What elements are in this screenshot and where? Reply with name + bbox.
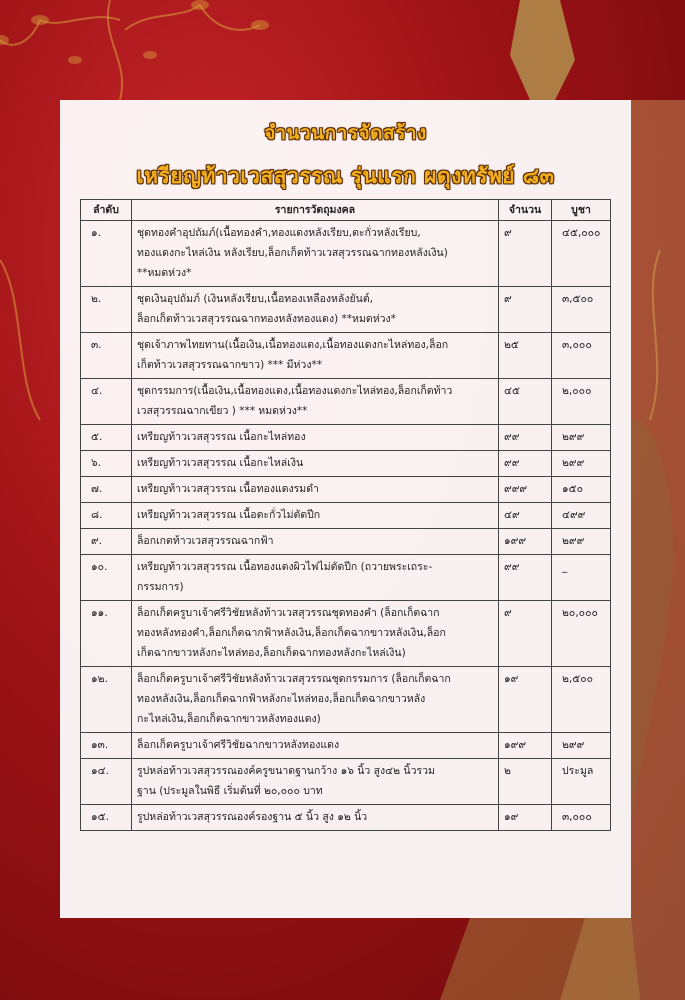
row-number: ๙. (81, 529, 132, 555)
row-number: ๑๔. (81, 759, 132, 805)
row-price: ประมูล (552, 759, 611, 805)
table-row (81, 529, 611, 555)
item-line: ล็อกเก็ตครูบาเจ้าศรีวิชัยหลังท้าวเวสสุวรรณชุดทองคำ (ล็อกเก็ตฉาก (137, 607, 440, 619)
item-line: เหรียญท้าวเวสสุวรรณ เนื้อทองแดงผิวไฟไม่ตัดปีก (ถวายพระเถระ- (137, 561, 433, 573)
table-body (81, 221, 611, 831)
item-line: เก็ตท้าวเวสสุวรรณฉากขาว) *** มีห่วง** (137, 359, 322, 371)
item-line: **หมดห่วง* (137, 267, 192, 279)
item-line: ชุดเจ้าภาพไทยทาน(เนื้อเงิน,เนื้อทองแดง,เนื้อทองแดงกะไหล่ทอง,ล็อก (137, 339, 449, 351)
row-price: ๓,๐๐๐ (552, 805, 611, 831)
item-line: รูปหล่อท้าวเวสสุวรรณองค์รองฐาน ๕ นิ้ว สูง ๑๒ นิ้ว (137, 811, 368, 823)
row-price: ๒๙๙ (552, 425, 611, 451)
row-item (132, 333, 499, 379)
row-number: ๑๒. (81, 667, 132, 733)
row-number: ๑๕. (81, 805, 132, 831)
table-row (81, 555, 611, 601)
row-number: ๑๑. (81, 601, 132, 667)
row-price: ๒๙๙ (552, 529, 611, 555)
header-qty: จำนวน (499, 200, 552, 221)
row-number: ๗. (81, 477, 132, 503)
row-quantity: ๑๙ (499, 667, 552, 733)
table-row (81, 425, 611, 451)
document-subtitle: เหรียญท้าวเวสสุวรรณ รุ่นแรก ผดุงทรัพย์ ๘๓ (136, 163, 555, 188)
row-number: ๔. (81, 379, 132, 425)
table-row (81, 733, 611, 759)
row-quantity: ๒๕ (499, 333, 552, 379)
table-row (81, 759, 611, 805)
row-price: ๔๙๙ (552, 503, 611, 529)
header-price: บูชา (552, 200, 611, 221)
row-number: ๑๓. (81, 733, 132, 759)
row-item (132, 667, 499, 733)
table-row (81, 287, 611, 333)
table-row (81, 667, 611, 733)
item-line: ทองหลังทองคำ,ล็อกเก็ตฉากฟ้าหลังเงิน,ล็อกเก็ตฉากขาวหลังเงิน,ล็อก (137, 627, 446, 639)
row-quantity: ๙๙ (499, 425, 552, 451)
row-item (132, 221, 499, 287)
row-number: ๓. (81, 333, 132, 379)
item-line: ฐาน (ประมูลในพิธี เริ่มต้นที่ ๒๐,๐๐๐ บาท (137, 785, 323, 797)
row-item (132, 451, 499, 477)
item-line: กรรมการ) (137, 581, 184, 593)
header-item: รายการวัตถุมงคล (132, 200, 499, 221)
row-quantity: ๙๙ (499, 451, 552, 477)
row-quantity: ๙ (499, 221, 552, 287)
row-price: ๓,๕๐๐ (552, 287, 611, 333)
row-quantity: ๑๙๙ (499, 733, 552, 759)
row-item (132, 759, 499, 805)
row-item (132, 601, 499, 667)
table-row (81, 221, 611, 287)
header-no: ลำดับ (81, 200, 132, 221)
items-table (80, 199, 611, 831)
item-line: ล็อกเก็ตครูบาเจ้าศรีวิชัยหลังท้าวเวสสุวรรณชุดกรรมการ (ล็อกเก็ตฉาก (137, 673, 451, 685)
item-line: ชุดกรรมการ(เนื้อเงิน,เนื้อทองแดง,เนื้อทองแดงกะไหล่ทอง,ล็อกเก็ตท้าว (137, 385, 453, 397)
row-quantity: ๙๙๙ (499, 477, 552, 503)
item-line: ทองหลังเงิน,ล็อกเก็ตฉากฟ้าหลังกะไหล่ทอง,ล็อกเก็ตฉากขาวหลัง (137, 693, 426, 705)
item-line: ชุดทองคำอุปถัมภ์(เนื้อทองคำ,ทองแดงหลังเรียบ,ตะกั่วหลังเรียบ, (137, 227, 421, 239)
row-price: ๔๕,๐๐๐ (552, 221, 611, 287)
document-title: จำนวนการจัดสร้าง (264, 122, 427, 144)
row-price: ๑๕๐ (552, 477, 611, 503)
row-number: ๖. (81, 451, 132, 477)
row-price: ๓,๐๐๐ (552, 333, 611, 379)
row-item (132, 379, 499, 425)
row-item (132, 477, 499, 503)
row-item (132, 287, 499, 333)
item-line: ทองแดงกะไหล่เงิน หลังเรียบ,ล็อกเก็ตท้าวเวสสุวรรณฉากทองหลังเงิน) (137, 247, 448, 259)
row-price: ๒,๐๐๐ (552, 379, 611, 425)
item-line: เหรียญท้าวเวสสุวรรณ เนื้อกะไหล่เงิน (137, 457, 304, 469)
item-line: ล็อกเกตท้าวเวสสุวรรณฉากฟ้า (137, 535, 274, 547)
row-quantity: ๙ (499, 287, 552, 333)
row-quantity: ๔๕ (499, 379, 552, 425)
row-quantity: ๔๙ (499, 503, 552, 529)
table-row (81, 451, 611, 477)
row-number: ๘. (81, 503, 132, 529)
document-panel (60, 100, 631, 918)
item-line: เหรียญท้าวเวสสุวรรณ เนื้อทองแดงรมดำ (137, 483, 319, 495)
row-quantity: ๙ (499, 601, 552, 667)
row-price: ๒๐,๐๐๐ (552, 601, 611, 667)
row-price: _ (552, 555, 611, 601)
item-line: รูปหล่อท้าวเวสสุวรรณองค์ครูขนาดฐานกว้าง ๑๖ นิ้ว สูง๔๒ นิ้วรวม (137, 765, 435, 777)
row-item (132, 805, 499, 831)
table-row (81, 503, 611, 529)
row-quantity: ๑๙๙ (499, 529, 552, 555)
table-row (81, 477, 611, 503)
row-quantity: ๙๙ (499, 555, 552, 601)
row-quantity: ๑๙ (499, 805, 552, 831)
item-line: กะไหล่เงิน,ล็อกเก็ตฉากขาวหลังทองแดง) (137, 713, 321, 725)
row-price: ๒,๕๐๐ (552, 667, 611, 733)
item-line: เก็ตฉากขาวหลังกะไหล่ทอง,ล็อกเก็ตฉากทองหลังกะไหล่เงิน) (137, 647, 406, 659)
row-item (132, 529, 499, 555)
item-line: เหรียญท้าวเวสสุวรรณ เนื้อตะกั่วไม่ตัดปีก (137, 509, 321, 521)
row-item (132, 503, 499, 529)
table-header-row (81, 200, 611, 221)
table-row (81, 601, 611, 667)
item-line: ล็อกเก็ตครูบาเจ้าศรีวิชัยฉากขาวหลังทองแดง (137, 739, 340, 751)
item-line: เหรียญท้าวเวสสุวรรณ เนื้อกะไหล่ทอง (137, 431, 306, 443)
row-number: ๕. (81, 425, 132, 451)
row-number: ๑. (81, 221, 132, 287)
table-row (81, 333, 611, 379)
row-price: ๒๙๙ (552, 733, 611, 759)
item-line: ล็อกเก็ตท้าวเวสสุวรรณฉากทองหลังทองแดง) **หมดห่วง* (137, 313, 396, 325)
table-row (81, 379, 611, 425)
row-number: ๒. (81, 287, 132, 333)
item-line: เวสสุวรรณฉากเขียว ) *** หมดห่วง** (137, 405, 308, 417)
item-line: ชุดเงินอุปถัมภ์ (เงินหลังเรียบ,เนื้อทองเหลืองหลังยันต์, (137, 293, 373, 305)
row-price: ๒๙๙ (552, 451, 611, 477)
row-number: ๑๐. (81, 555, 132, 601)
table-row (81, 805, 611, 831)
row-item (132, 733, 499, 759)
row-item (132, 425, 499, 451)
row-quantity: ๒ (499, 759, 552, 805)
row-item (132, 555, 499, 601)
